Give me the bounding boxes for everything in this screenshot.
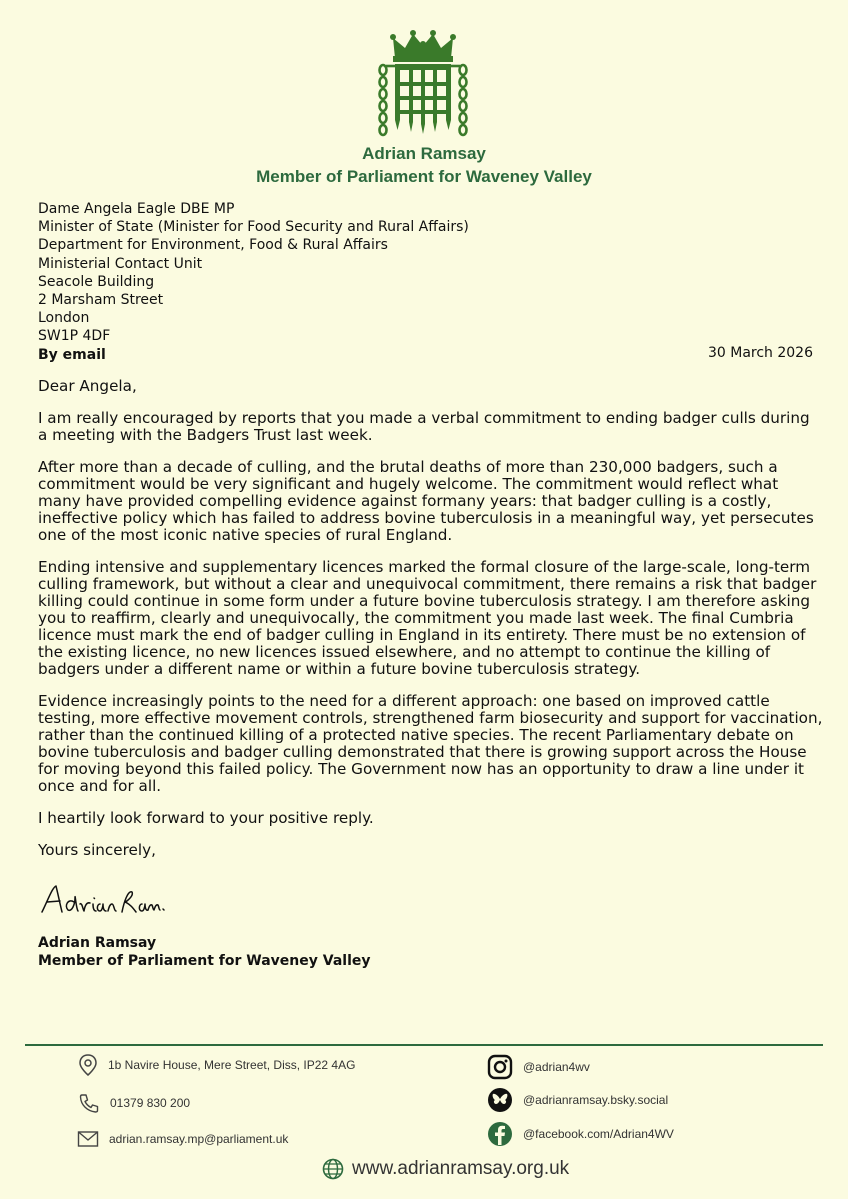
facebook-icon bbox=[487, 1121, 513, 1147]
phone-icon bbox=[78, 1092, 100, 1114]
salutation: Dear Angela, bbox=[38, 377, 137, 395]
portcullis-crest-icon bbox=[373, 30, 473, 142]
header-mp-name: Adrian Ramsay bbox=[362, 144, 486, 163]
footer-phone-text: 01379 830 200 bbox=[110, 1096, 191, 1110]
map-pin-icon bbox=[78, 1053, 98, 1077]
paragraph: Ending intensive and supplementary licences marked the formal closure of the large-scale, long-term culling framework, but without a clear and unequivocal commitment, there remains a risk that badger killing could continue in some form under a future bovine tuberculosis strategy. I am therefore asking you to reaffirm, clearly and unequivocally, the commitment you made last week. The final Cumbria licence must mark the end of badger culling in England in its entirety. There must be no extension of the existing licence, no new licences issued elsewhere, and no attempt to continue the killing of badgers under a different name or within a future bovine tuberculosis strategy. bbox=[38, 558, 817, 678]
recipient-address bbox=[38, 200, 469, 364]
address-line: Minister of State (Minister for Food Security and Rural Affairs) bbox=[38, 219, 469, 236]
footer-instagram[interactable] bbox=[487, 1054, 590, 1080]
facebook-handle[interactable]: @facebook.com/Adrian4WV bbox=[523, 1127, 674, 1141]
paragraph: After more than a decade of culling, and the brutal deaths of more than 230,000 badgers, such a commitment would be very significant and hugely welcome. The commitment would reflect what many have provided compelling evidence against formany years: that badger culling is a costly, ineffective policy which has failed to address bovine tuberculosis in a meaningful way, yet persecutes one of the most iconic native species of rural England. bbox=[38, 458, 814, 544]
letter-body bbox=[38, 378, 823, 874]
handwritten-signature bbox=[38, 880, 168, 924]
address-line: 2 Marsham Street bbox=[38, 292, 164, 309]
globe-icon bbox=[322, 1158, 344, 1180]
address-line: SW1P 4DF bbox=[38, 328, 111, 345]
instagram-handle[interactable]: @adrian4wv bbox=[523, 1060, 590, 1074]
paragraph: Evidence increasingly points to the need for a different approach: one based on improved cattle testing, more effective movement controls, strengthened farm biosecurity and support for vaccination, rather than the continued killing of a protected native species. The recent Parliamentary debate on bovine tuberculosis and badger culling demonstrated that there is growing support across the House for moving beyond this failed policy. The Government now has an opportunity to draw a line under it once and for all. bbox=[38, 692, 823, 795]
signatory-name: Adrian Ramsay bbox=[38, 935, 157, 951]
header-mp-role: Member of Parliament for Waveney Valley bbox=[256, 167, 592, 186]
footer-phone bbox=[78, 1092, 190, 1114]
paragraph: I am really encouraged by reports that you made a verbal commitment to ending badger culls during a meeting with the Badgers Trust last week. bbox=[38, 409, 810, 444]
footer-address-text: 1b Navire House, Mere Street, Diss, IP22 4AG bbox=[108, 1058, 356, 1072]
address-line: Department for Environment, Food & Rural Affairs bbox=[38, 237, 388, 254]
address-line: London bbox=[38, 310, 90, 327]
address-line: Seacole Building bbox=[38, 273, 155, 290]
envelope-icon bbox=[77, 1130, 99, 1148]
bluesky-butterfly-icon bbox=[487, 1087, 513, 1113]
footer-bluesky[interactable] bbox=[487, 1087, 668, 1113]
footer-email bbox=[77, 1130, 288, 1148]
paragraph: I heartily look forward to your positive reply. bbox=[38, 809, 374, 827]
footer-divider bbox=[25, 1044, 823, 1046]
address-line: Dame Angela Eagle DBE MP bbox=[38, 201, 235, 217]
address-line: Ministerial Contact Unit bbox=[38, 255, 203, 272]
closing: Yours sincerely, bbox=[38, 841, 156, 859]
delivery-method: By email bbox=[38, 346, 106, 363]
letter-date: 30 March 2026 bbox=[707, 345, 813, 361]
footer-website[interactable] bbox=[322, 1158, 569, 1180]
signatory-role: Member of Parliament for Waveney Valley bbox=[38, 953, 371, 969]
footer-email-link[interactable]: adrian.ramsay.mp@parliament.uk bbox=[109, 1132, 289, 1146]
signatory bbox=[38, 934, 371, 970]
website-link[interactable]: www.adrianramsay.org.uk bbox=[352, 1158, 570, 1179]
footer-address bbox=[78, 1053, 355, 1077]
bluesky-handle[interactable]: @adrianramsay.bsky.social bbox=[523, 1093, 669, 1107]
instagram-icon bbox=[487, 1054, 513, 1080]
footer-facebook[interactable] bbox=[487, 1121, 674, 1147]
